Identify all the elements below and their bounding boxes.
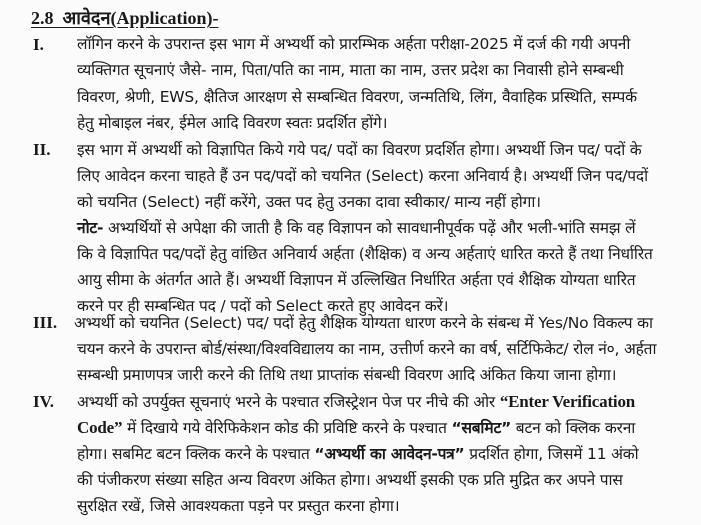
item-1-line-4: हेतु मोबाइल नंबर, ईमेल आदि विवरण स्वतः प्रदर्शित होंगे। xyxy=(77,114,388,132)
section-number: 2.8 xyxy=(31,8,54,28)
item-2-line-3: को चयनित (Select) नहीं करेंगे, उक्त पद हेतु उनका दावा स्वीकार/ मान्य नहीं होगा। xyxy=(77,193,541,211)
section-heading xyxy=(31,6,218,30)
item-2-line-1: इस भाग में अभ्यर्थी को विज्ञापित किये गये पद/ पदों का विवरण प्रदर्शित होगा। अभ्यर्थी जिन पद/ पदों के xyxy=(77,141,642,159)
submit-label: “सबमिट” xyxy=(451,419,512,437)
section-title: आवेदन(Application)- xyxy=(62,8,219,28)
note-label: नोट- xyxy=(77,219,104,237)
item-2-note-line-1: नोट- अभ्यर्थियों से अपेक्षा की जाती है कि वह विज्ञापन को सावधानीपूर्वक पढ़ें और भली-भांति समझ लें xyxy=(77,219,636,237)
item-3-line-2: चयन करने के उपरान्त बोर्ड/संस्था/विश्वविद्यालय का नाम, उत्तीर्ण करने का वर्ष, सर्टिफिकेट/ रोल नं०, अर्हता xyxy=(77,340,657,358)
application-form-label: “अभ्यर्थी का आवेदन-पत्र” xyxy=(314,445,465,463)
item-2-note-line-2: कि वे विज्ञापित पद/पदों हेतु वांछित अनिवार्य अर्हता (शैक्षिक) व अन्य अर्हताएं धारित करते हैं तथा निर्धारित xyxy=(77,245,653,263)
enter-verification-code-label: “Enter Verification xyxy=(499,392,635,411)
item-numeral-4: IV. xyxy=(33,392,54,411)
item-2-note-line-4: करने पर ही सम्बन्धित पद / पदों को Select करते हुए आवेदन करें। xyxy=(77,297,449,315)
item-3-line-1: अभ्यर्थी को चयनित (Select) पद/ पदों हेतु शैक्षिक योग्यता धारण करने के संबन्ध में Yes/No विकल्प का xyxy=(74,314,653,332)
item-1-line-3: विवरण, श्रेणी, EWS, क्षैतिज आरक्षण से सम्बन्धित विवरण, जन्मतिथि, लिंग, वैवाहिक प्रस्थिति, सम्पर्क xyxy=(77,88,637,106)
item-4-line-3: होगा। सबमिट बटन क्लिक करने के पश्चात “अभ्यर्थी का आवेदन-पत्र” प्रदर्शित होगा, जिसमें 11 अंको xyxy=(77,445,639,463)
item-4-line-2: Code” में दिखाये गये वेरिफिकेशन कोड की प्रविष्टि करने के पश्चात “सबमिट” बटन को क्लिक करना xyxy=(77,418,636,437)
item-numeral-3: III. xyxy=(33,313,58,332)
item-4-line-4: की पंजीकरण संख्या सहित अन्य विवरण अंकित होगा। अभ्यर्थी इसकी एक प्रति मुद्रित कर अपने पास xyxy=(77,471,623,489)
item-4-line-1: अभ्यर्थी को उपर्युक्त सूचनाएं भरने के पश्चात रजिस्ट्रेशन पेज पर नीचे की ओर “Enter Verification xyxy=(77,392,635,411)
item-3-line-3: सम्बन्धी प्रमाणपत्र जारी करने की तिथि तथा प्राप्तांक संबन्धी विवरण आदि अंकित किया जाना होगा। xyxy=(77,366,617,384)
item-1-line-1: लॉगिन करने के उपरान्त इस भाग में अभ्यर्थी को प्रारम्भिक अर्हता परीक्षा-2025 में दर्ज की गयी अपनी xyxy=(77,35,631,53)
item-numeral-1: I. xyxy=(33,35,44,54)
item-2-note-line-3: आयु सीमा के अंतर्गत आते हैं। अभ्यर्थी विज्ञापन में उल्लिखित निर्धारित अर्हता एवं शैक्षिक योग्यता धारित xyxy=(77,271,636,289)
item-2-line-2: लिए आवेदन करना चाहते हैं उन पद/पदों को चयनित (Select) करना अनिवार्य है। अभ्यर्थी जिन पद/पदों xyxy=(77,167,648,185)
item-1-line-2: व्यक्तिगत सूचनाएं जैसे- नाम, पिता/पति का नाम, माता का नाम, उत्तर प्रदेश का निवासी होने सम्बन्धी xyxy=(77,61,624,79)
item-4-line-5: सुरक्षित रखें, जिसे आवश्यकता पड़ने पर प्रस्तुत करना होगा। xyxy=(77,497,400,515)
item-numeral-2: II. xyxy=(33,140,51,159)
